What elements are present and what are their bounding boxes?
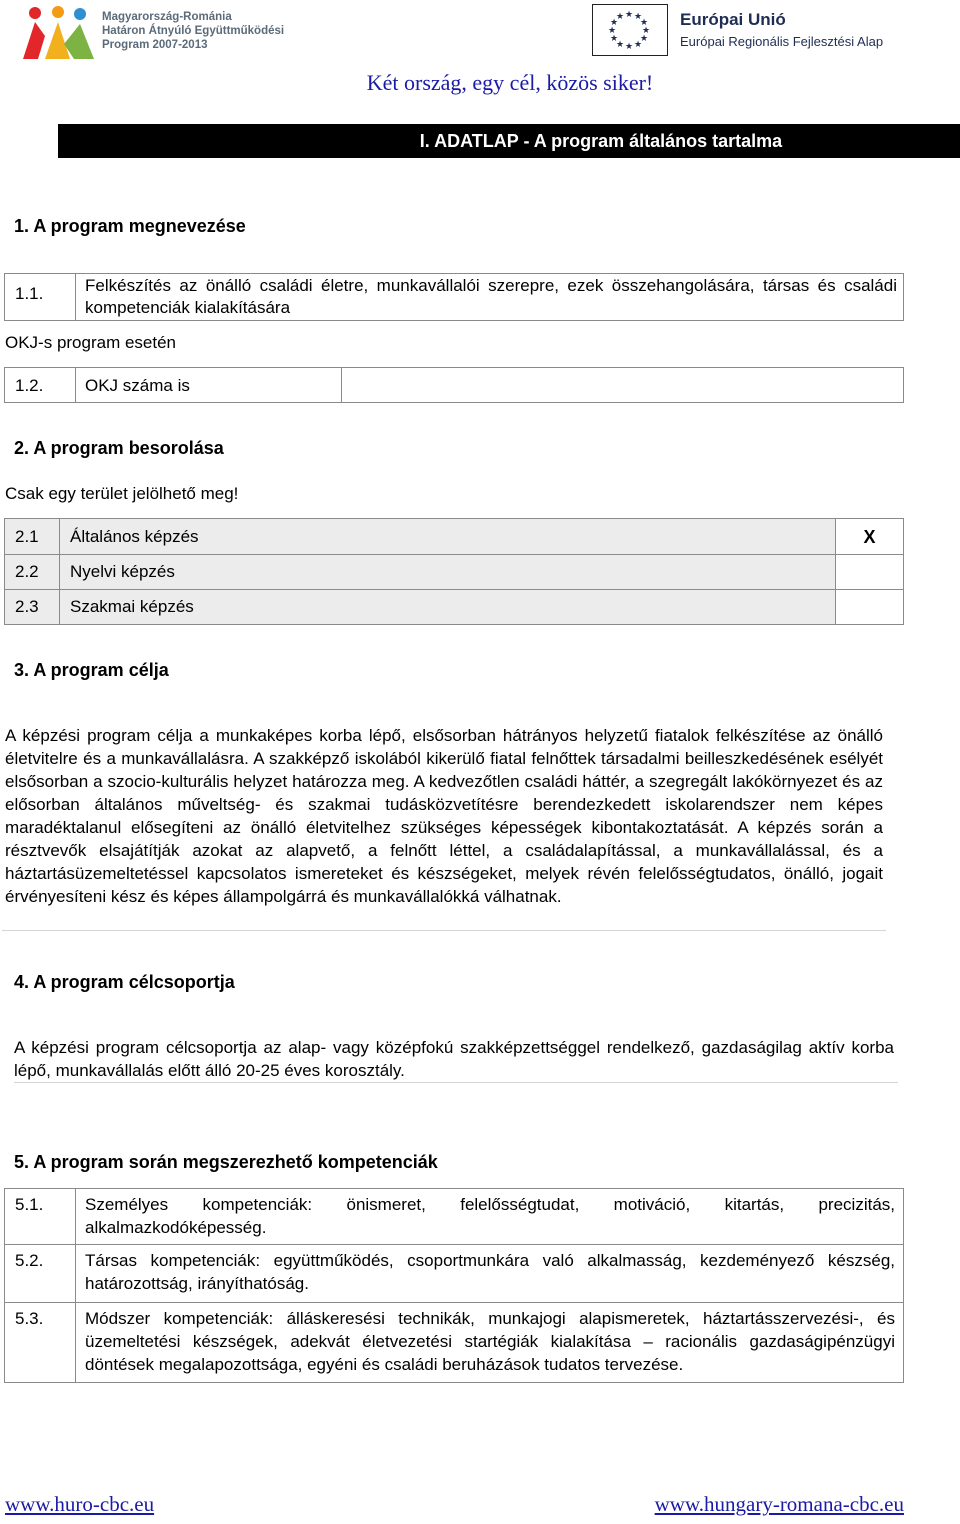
okj-value-field[interactable] <box>351 376 891 396</box>
svg-text:★: ★ <box>624 10 634 20</box>
target-group-text: A képzési program célcsoportja az alap- vagy középfokú szakképzettséggel rendelkező, gazdaságilag aktív korba lépő, munkavállalás előtt álló 20-25 éves korosztály. <box>14 1038 894 1080</box>
classification-row <box>5 519 903 554</box>
divider <box>2 930 886 931</box>
classification-row <box>5 554 903 589</box>
svg-text:★: ★ <box>639 34 649 44</box>
eu-flag-icon <box>592 4 668 56</box>
footer-link-huro[interactable]: www.huro-cbc.eu <box>5 1492 155 1516</box>
program-name-value: Felkészítés az önálló családi életre, munkavállalói szerepre, ezek összehangolására, társas és családi kompetenciák kialakítására <box>85 276 897 317</box>
competency-number: 5.3. <box>15 1309 44 1328</box>
section4-heading: 4. A program célcsoportja <box>14 972 235 992</box>
program-name-number: 1.1. <box>15 284 44 303</box>
svg-text:★: ★ <box>639 18 649 28</box>
competencies-table <box>4 1188 904 1383</box>
classification-number: 2.2 <box>15 562 39 581</box>
footer-link-hungary-romania[interactable]: www.hungary-romana-cbc.eu <box>654 1492 904 1516</box>
classification-row <box>5 589 903 624</box>
program-logo-text: Magyarország-Románia Határon Átnyúló Együttműködési Program 2007-2013 <box>102 11 285 51</box>
eu-logo <box>592 4 952 60</box>
classification-label: Általános képzés <box>70 527 199 546</box>
section2-heading: 2. A program besorolása <box>14 438 224 458</box>
classification-label: Szakmai képzés <box>70 597 194 616</box>
competency-number: 5.1. <box>15 1195 44 1214</box>
svg-text:★: ★ <box>609 34 619 44</box>
svg-text:★: ★ <box>607 26 617 36</box>
eu-title: Európai Unió <box>680 10 786 29</box>
program-name-table <box>4 273 904 321</box>
okj-label: OKJ száma is <box>85 376 190 395</box>
competency-row <box>5 1189 903 1244</box>
classification-table <box>4 518 904 625</box>
section3-heading: 3. A program célja <box>14 660 169 680</box>
competency-row <box>5 1245 903 1302</box>
classification-mark[interactable] <box>836 562 903 582</box>
slogan: Két ország, egy cél, közös siker! <box>366 70 654 95</box>
svg-text:★: ★ <box>609 18 619 28</box>
classification-mark[interactable] <box>836 597 903 617</box>
svg-text:★: ★ <box>624 42 634 52</box>
okj-note: OKJ-s program esetén <box>5 333 177 352</box>
competency-text: Személyes kompetenciák: önismeret, felelősségtudat, motiváció, kitartás, precizitás, alkalmazkodóképesség. <box>85 1195 895 1237</box>
classification-number: 2.1 <box>15 527 39 546</box>
section5-heading: 5. A program során megszerezhető kompetenciák <box>14 1152 438 1172</box>
classification-number: 2.3 <box>15 597 39 616</box>
svg-text:★: ★ <box>615 40 625 50</box>
program-goal-text: A képzési program célja a munkaképes korba lépő, elsősorban hátrányos helyzetű fiatalok felkészítése az önálló életvitelre és a munkavállalásra. A szakképző iskolából kikerülő fiatal felnőttek társadalmi beilleszkedésének esélyét elsősorban a szocio-kulturális helyzet határozza meg. A kedvezőtlen családi háttér, a szegregált lakókörnyezet és az elősorban általános műveltség- és szakmai tudásközvetítésre berendezkedett iskolarendszer nem képes maradéktalanul elősegíteni az önálló életvitelhez szükséges képességek kibontakoztatását. A képzés során a résztvevők elsajátítják azokat az alapvető, a felnőtt léttel, a családalapítással, a munkavállalással, és a háztartásüzemeltetéssel kapcsolatos ismereteket és készségeket, melyek révén felelősségtudatos, önálló, jogait érvényesíteni kész és képes állampolgárrá és munkavállalókká válhatnak. <box>5 726 883 906</box>
okj-number: 1.2. <box>15 376 44 395</box>
classification-note: Csak egy terület jelölhető meg! <box>5 484 239 503</box>
section-banner: I. ADATLAP - A program általános tartalma <box>58 124 960 158</box>
section1-heading: 1. A program megnevezése <box>14 216 246 236</box>
competency-number: 5.2. <box>15 1251 44 1270</box>
svg-text:★: ★ <box>633 40 643 50</box>
svg-text:★: ★ <box>615 12 625 22</box>
svg-text:★: ★ <box>633 12 643 22</box>
classification-label: Nyelvi képzés <box>70 562 175 581</box>
program-logo-icon <box>18 4 98 62</box>
eu-subtitle: Európai Regionális Fejlesztési Alap <box>680 34 884 49</box>
competency-row <box>5 1303 903 1383</box>
program-logo <box>18 4 318 64</box>
competency-text: Társas kompetenciák: együttműködés, csoportmunkára való alkalmasság, kezdeményező készség, határozottság, irányíthatóság. <box>85 1251 895 1293</box>
divider <box>14 1082 898 1083</box>
competency-text: Módszer kompetenciák: álláskeresési technikák, munkajogi alapismeretek, háztartásszervezési-, és üzemeltetési készségek, adekvát életvezetési startégiák kialakítása – racionális gazdaságipénzügyi döntések megalapozottsága, egyéni és családi beruházások tudatos tervezése. <box>85 1309 895 1374</box>
okj-table <box>4 367 904 403</box>
classification-mark[interactable]: X <box>863 527 876 547</box>
svg-text:★: ★ <box>641 26 651 36</box>
